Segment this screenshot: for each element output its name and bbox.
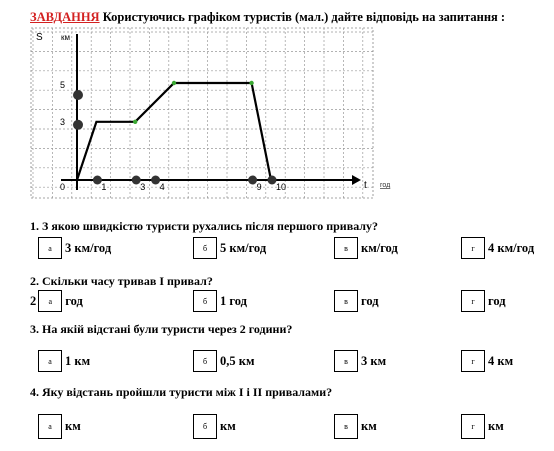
option-answer: км [361, 419, 377, 433]
answer-checkbox[interactable]: б [193, 237, 217, 259]
option-2-3[interactable] [334, 290, 379, 312]
data-point [133, 120, 137, 124]
option-3-4[interactable] [461, 350, 513, 372]
y-tick-dot [73, 120, 83, 130]
data-point [249, 81, 253, 85]
option-answer: 1 год [220, 293, 247, 308]
origin-label: 0 [60, 182, 66, 192]
option-1-1[interactable] [38, 237, 111, 259]
option-answer: км/год [361, 240, 398, 255]
option-4-1[interactable] [38, 414, 81, 439]
answer-checkbox[interactable]: а [38, 290, 62, 312]
question-3: 3. На якій відстані були туристи через 2 години? [30, 322, 293, 336]
t-axis-arrow [352, 175, 361, 185]
option-4-4[interactable] [461, 414, 504, 439]
option-answer: 1 км [65, 353, 91, 368]
option-1-4[interactable] [461, 237, 534, 259]
option-answer: год [361, 293, 379, 308]
option-3-3[interactable] [334, 350, 386, 372]
y-tick-dot [73, 90, 83, 100]
x-tick-label: 9 [256, 182, 262, 192]
t-unit-label: год [380, 182, 391, 189]
graph-grid [31, 28, 373, 198]
answer-checkbox[interactable]: г [461, 414, 485, 439]
question-1: 1. З якою швидкістю туристи рухались після першого привалу? [30, 219, 379, 233]
option-2-1[interactable] [30, 290, 83, 312]
answer-checkbox[interactable]: г [461, 350, 485, 372]
option-answer: 4 км/год [488, 240, 535, 255]
answer-checkbox[interactable]: а [38, 237, 62, 259]
option-answer: 0,5 км [220, 353, 255, 368]
answer-checkbox[interactable]: г [461, 290, 485, 312]
series-line [77, 83, 271, 180]
question-4: 4. Яку відстань пройшли туристи між І і ІІ привалами? [30, 385, 333, 399]
y-tick-label: 5 [60, 80, 66, 90]
option-prefix: 2 [30, 293, 37, 308]
option-answer: 4 км [488, 353, 514, 368]
answer-checkbox[interactable]: в [334, 290, 358, 312]
data-point [172, 81, 176, 85]
option-1-2[interactable] [193, 237, 266, 259]
option-1-3[interactable] [334, 237, 398, 259]
option-answer: год [488, 293, 506, 308]
answer-checkbox[interactable]: в [334, 414, 358, 439]
graph-marks [73, 81, 277, 185]
answer-checkbox[interactable]: в [334, 350, 358, 372]
option-3-2[interactable] [193, 350, 254, 372]
option-answer: 5 км/год [220, 240, 267, 255]
distance-time-graph [0, 0, 554, 210]
option-answer: км [220, 419, 236, 433]
option-2-4[interactable] [461, 290, 506, 312]
graph-labels [36, 32, 390, 192]
answer-checkbox[interactable]: б [193, 350, 217, 372]
answer-checkbox[interactable]: б [193, 414, 217, 439]
answer-checkbox[interactable]: а [38, 414, 62, 439]
s-unit-label: км [61, 33, 70, 42]
t-axis-label: t [364, 180, 367, 191]
y-tick-label: 3 [60, 116, 66, 127]
x-tick-label: 4 [159, 182, 165, 192]
answer-checkbox[interactable]: г [461, 237, 485, 259]
task-text: Користуючись графіком туристів (мал.) дайте відповідь на запитання : [99, 10, 506, 24]
option-answer: км [488, 419, 504, 433]
x-tick-label: 1 [101, 182, 107, 192]
option-4-3[interactable] [334, 414, 377, 439]
answer-checkbox[interactable]: а [38, 350, 62, 372]
option-4-2[interactable] [193, 414, 236, 439]
answer-checkbox[interactable]: б [193, 290, 217, 312]
option-3-1[interactable] [38, 350, 90, 372]
option-answer: 3 км/год [65, 240, 112, 255]
task-lead: ЗАВДАННЯ [30, 10, 100, 24]
option-2-2[interactable] [193, 290, 247, 312]
question-2: 2. Скільки часу тривав І привал? [30, 274, 213, 288]
option-answer: км [65, 419, 81, 433]
s-axis-label: S [36, 32, 43, 43]
x-tick-label: 3 [140, 182, 146, 192]
graph-frame [31, 28, 373, 198]
answer-checkbox[interactable]: в [334, 237, 358, 259]
x-tick-label: 10 [276, 182, 287, 192]
option-answer: 3 км [361, 353, 387, 368]
option-answer: год [65, 293, 83, 308]
graph-axes [61, 34, 361, 190]
